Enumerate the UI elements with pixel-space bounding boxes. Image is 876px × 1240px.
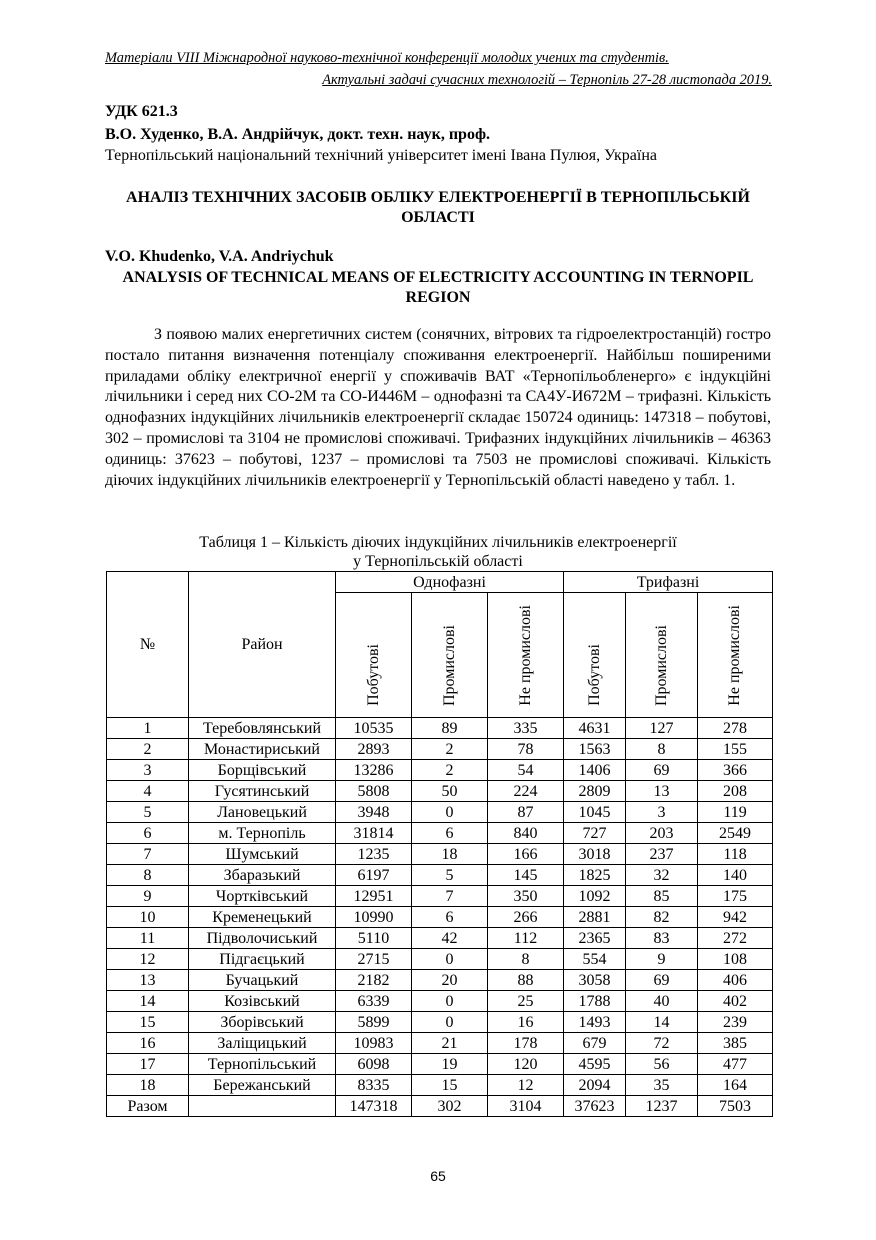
- row-industrial-3-cell: 14: [626, 1012, 698, 1033]
- row-nonindustrial-1-cell: 120: [488, 1054, 564, 1075]
- row-industrial-1-cell: 21: [412, 1033, 488, 1054]
- row-nonindustrial-3-cell: 402: [698, 991, 773, 1012]
- row-industrial-1-cell: 89: [412, 718, 488, 739]
- body-paragraph: З появою малих енергетичних систем (сонячних, вітрових та гідроелектростанцій) гостро постало питання визначення потенціалу споживання електроенергії. Найбільш поширеними приладами обліку електричної енергії у споживачів ВАТ «Тернопільобленерго» є індукційні лічильники і серед них СО-2М та СО-И446М – однофазні та СА4У-И672М – трифазні. Кількість однофазних індукційних лічильників електроенергії складає 150724 одиниць: 147318 – побутові, 302 – промислові та 3104 не промислові споживачі. Трифазних індукційних лічильників – 46363 одиниць: 37623 – побутові, 1237 – промислові та 7503 не промислові споживачі. Кількість діючих індукційних лічильників електроенергії у Тернопільській області наведено у табл. 1.: [105, 326, 771, 489]
- row-nonindustrial-3-cell: 942: [698, 907, 773, 928]
- subheader-industrial-3: Промислові: [626, 593, 698, 718]
- column-header-district: Район: [189, 572, 336, 718]
- row-industrial-3-cell: 69: [626, 970, 698, 991]
- row-nonindustrial-3-cell: 2549: [698, 823, 773, 844]
- row-nonindustrial-3-cell: 155: [698, 739, 773, 760]
- subheader-nonindustrial-1: Не промислові: [488, 593, 564, 718]
- row-household-3-cell: 2809: [564, 781, 626, 802]
- row-nonindustrial-1-cell: 350: [488, 886, 564, 907]
- row-household-3-cell: 2365: [564, 928, 626, 949]
- row-district-cell: Бережанський: [189, 1075, 336, 1096]
- row-number-cell: 8: [107, 865, 189, 886]
- row-district-cell: Чортківський: [189, 886, 336, 907]
- row-district-cell: Збаразький: [189, 865, 336, 886]
- row-industrial-1-cell: 19: [412, 1054, 488, 1075]
- row-district-cell: Підволочиський: [189, 928, 336, 949]
- row-nonindustrial-1-cell: 25: [488, 991, 564, 1012]
- row-industrial-1-cell: 7: [412, 886, 488, 907]
- row-nonindustrial-3-cell: 272: [698, 928, 773, 949]
- row-industrial-1-cell: 50: [412, 781, 488, 802]
- row-nonindustrial-1-cell: 54: [488, 760, 564, 781]
- row-industrial-3-cell: 3: [626, 802, 698, 823]
- table-row: [107, 781, 773, 802]
- row-industrial-1-cell: 0: [412, 991, 488, 1012]
- page-number: 65: [430, 1168, 446, 1184]
- row-number-cell: 9: [107, 886, 189, 907]
- total-district: [189, 1096, 336, 1117]
- running-header-line2: Актуальні задачі сучасних технологій – Тернопіль 27-28 листопада 2019.: [322, 72, 772, 88]
- row-household-1-cell: 2715: [336, 949, 412, 970]
- row-household-3-cell: 2094: [564, 1075, 626, 1096]
- row-number-cell: 16: [107, 1033, 189, 1054]
- row-industrial-3-cell: 56: [626, 1054, 698, 1075]
- row-number-cell: 4: [107, 781, 189, 802]
- row-household-1-cell: 31814: [336, 823, 412, 844]
- row-district-cell: Теребовлянський: [189, 718, 336, 739]
- row-household-3-cell: 679: [564, 1033, 626, 1054]
- row-nonindustrial-3-cell: 175: [698, 886, 773, 907]
- row-number-cell: 18: [107, 1075, 189, 1096]
- row-district-cell: Тернопільський: [189, 1054, 336, 1075]
- row-district-cell: Шумський: [189, 844, 336, 865]
- table-total-row: [107, 1096, 773, 1117]
- row-nonindustrial-3-cell: 108: [698, 949, 773, 970]
- title-ua: АНАЛІЗ ТЕХНІЧНИХ ЗАСОБІВ ОБЛІКУ ЕЛЕКТРОЕНЕРГІЇ В ТЕРНОПІЛЬСЬКІЙ ОБЛАСТІ: [126, 189, 750, 226]
- row-number-cell: 14: [107, 991, 189, 1012]
- row-household-3-cell: 3058: [564, 970, 626, 991]
- row-household-3-cell: 4631: [564, 718, 626, 739]
- authors-en: V.O. Khudenko, V.A. Andriychuk: [105, 248, 334, 265]
- table-row: [107, 928, 773, 949]
- row-nonindustrial-1-cell: 840: [488, 823, 564, 844]
- table-row: [107, 1012, 773, 1033]
- row-nonindustrial-1-cell: 335: [488, 718, 564, 739]
- row-household-1-cell: 10983: [336, 1033, 412, 1054]
- table-row: [107, 823, 773, 844]
- row-nonindustrial-1-cell: 88: [488, 970, 564, 991]
- subheader-nonindustrial-3: Не промислові: [698, 593, 773, 718]
- title-en: ANALYSIS OF TECHNICAL MEANS OF ELECTRICITY ACCOUNTING IN TERNOPIL REGION: [122, 269, 754, 306]
- row-household-3-cell: 1406: [564, 760, 626, 781]
- row-household-1-cell: 5808: [336, 781, 412, 802]
- row-household-3-cell: 1045: [564, 802, 626, 823]
- row-nonindustrial-1-cell: 16: [488, 1012, 564, 1033]
- subheader-household-3: Побутові: [564, 593, 626, 718]
- row-number-cell: 10: [107, 907, 189, 928]
- total-label: Разом: [107, 1096, 189, 1117]
- row-household-1-cell: 10535: [336, 718, 412, 739]
- row-household-1-cell: 5110: [336, 928, 412, 949]
- row-nonindustrial-1-cell: 145: [488, 865, 564, 886]
- table-row: [107, 970, 773, 991]
- row-industrial-3-cell: 203: [626, 823, 698, 844]
- row-number-cell: 6: [107, 823, 189, 844]
- row-number-cell: 12: [107, 949, 189, 970]
- row-industrial-1-cell: 2: [412, 739, 488, 760]
- row-nonindustrial-3-cell: 140: [698, 865, 773, 886]
- row-household-3-cell: 2881: [564, 907, 626, 928]
- row-industrial-1-cell: 6: [412, 823, 488, 844]
- row-district-cell: Гусятинський: [189, 781, 336, 802]
- row-nonindustrial-3-cell: 119: [698, 802, 773, 823]
- subheader-industrial-1: Промислові: [412, 593, 488, 718]
- row-industrial-3-cell: 40: [626, 991, 698, 1012]
- row-industrial-3-cell: 35: [626, 1075, 698, 1096]
- row-industrial-1-cell: 15: [412, 1075, 488, 1096]
- row-industrial-3-cell: 237: [626, 844, 698, 865]
- row-household-3-cell: 4595: [564, 1054, 626, 1075]
- row-nonindustrial-3-cell: 406: [698, 970, 773, 991]
- row-industrial-3-cell: 127: [626, 718, 698, 739]
- row-industrial-1-cell: 5: [412, 865, 488, 886]
- authors-ua: В.О. Худенко, В.А. Андрійчук, докт. техн. наук, проф.: [105, 126, 491, 143]
- row-household-3-cell: 1563: [564, 739, 626, 760]
- row-nonindustrial-1-cell: 112: [488, 928, 564, 949]
- row-household-1-cell: 10990: [336, 907, 412, 928]
- table-row: [107, 1075, 773, 1096]
- row-household-3-cell: 554: [564, 949, 626, 970]
- row-household-1-cell: 6098: [336, 1054, 412, 1075]
- row-nonindustrial-3-cell: 239: [698, 1012, 773, 1033]
- row-district-cell: Лановецький: [189, 802, 336, 823]
- table-row: [107, 739, 773, 760]
- row-household-1-cell: 2893: [336, 739, 412, 760]
- row-nonindustrial-3-cell: 278: [698, 718, 773, 739]
- table-row: [107, 865, 773, 886]
- row-industrial-1-cell: 2: [412, 760, 488, 781]
- table-row: [107, 844, 773, 865]
- row-number-cell: 1: [107, 718, 189, 739]
- row-industrial-3-cell: 83: [626, 928, 698, 949]
- meters-table: [106, 571, 773, 1117]
- row-industrial-3-cell: 8: [626, 739, 698, 760]
- table-caption-line2: у Тернопільській області: [353, 553, 523, 570]
- row-nonindustrial-1-cell: 178: [488, 1033, 564, 1054]
- row-number-cell: 3: [107, 760, 189, 781]
- row-number-cell: 5: [107, 802, 189, 823]
- row-nonindustrial-1-cell: 78: [488, 739, 564, 760]
- row-household-1-cell: 12951: [336, 886, 412, 907]
- row-district-cell: Борщівський: [189, 760, 336, 781]
- row-nonindustrial-3-cell: 164: [698, 1075, 773, 1096]
- row-nonindustrial-3-cell: 477: [698, 1054, 773, 1075]
- row-district-cell: Заліщицький: [189, 1033, 336, 1054]
- row-industrial-1-cell: 0: [412, 1012, 488, 1033]
- row-industrial-3-cell: 9: [626, 949, 698, 970]
- total-cell: 302: [412, 1096, 488, 1117]
- row-household-3-cell: 1788: [564, 991, 626, 1012]
- row-industrial-1-cell: 6: [412, 907, 488, 928]
- row-nonindustrial-1-cell: 266: [488, 907, 564, 928]
- row-nonindustrial-1-cell: 224: [488, 781, 564, 802]
- table-row: [107, 949, 773, 970]
- row-household-3-cell: 1092: [564, 886, 626, 907]
- table-row: [107, 802, 773, 823]
- row-household-1-cell: 6197: [336, 865, 412, 886]
- row-industrial-1-cell: 20: [412, 970, 488, 991]
- row-household-1-cell: 13286: [336, 760, 412, 781]
- row-nonindustrial-1-cell: 87: [488, 802, 564, 823]
- row-number-cell: 15: [107, 1012, 189, 1033]
- row-number-cell: 11: [107, 928, 189, 949]
- table-row: [107, 886, 773, 907]
- row-industrial-1-cell: 0: [412, 949, 488, 970]
- group-header-three-phase: Трифазні: [564, 572, 773, 593]
- total-cell: 1237: [626, 1096, 698, 1117]
- table-row: [107, 991, 773, 1012]
- row-industrial-3-cell: 72: [626, 1033, 698, 1054]
- total-cell: 7503: [698, 1096, 773, 1117]
- affiliation: Тернопільський національний технічний університет імені Івана Пулюя, Україна: [105, 147, 657, 164]
- row-number-cell: 7: [107, 844, 189, 865]
- row-household-1-cell: 2182: [336, 970, 412, 991]
- row-nonindustrial-1-cell: 8: [488, 949, 564, 970]
- row-industrial-1-cell: 42: [412, 928, 488, 949]
- row-nonindustrial-3-cell: 208: [698, 781, 773, 802]
- table-row: [107, 718, 773, 739]
- row-household-3-cell: 727: [564, 823, 626, 844]
- running-header-line1: Матеріали VІІI Міжнародної науково-технічної конференції молодих учених та студентів.: [105, 50, 669, 66]
- row-number-cell: 13: [107, 970, 189, 991]
- row-nonindustrial-1-cell: 166: [488, 844, 564, 865]
- group-header-single-phase: Однофазні: [336, 572, 564, 593]
- table-row: [107, 1054, 773, 1075]
- row-household-1-cell: 1235: [336, 844, 412, 865]
- row-household-1-cell: 5899: [336, 1012, 412, 1033]
- row-nonindustrial-3-cell: 385: [698, 1033, 773, 1054]
- row-industrial-1-cell: 0: [412, 802, 488, 823]
- row-nonindustrial-1-cell: 12: [488, 1075, 564, 1096]
- row-district-cell: м. Тернопіль: [189, 823, 336, 844]
- row-number-cell: 17: [107, 1054, 189, 1075]
- row-household-3-cell: 3018: [564, 844, 626, 865]
- row-district-cell: Зборівський: [189, 1012, 336, 1033]
- row-industrial-3-cell: 85: [626, 886, 698, 907]
- total-cell: 3104: [488, 1096, 564, 1117]
- total-cell: 147318: [336, 1096, 412, 1117]
- table-caption-line1: Таблиця 1 – Кількість діючих індукційних лічильників електроенергії: [199, 534, 677, 551]
- row-district-cell: Бучацький: [189, 970, 336, 991]
- row-district-cell: Монастириський: [189, 739, 336, 760]
- table-row: [107, 1033, 773, 1054]
- column-header-number: №: [107, 572, 189, 718]
- row-nonindustrial-3-cell: 366: [698, 760, 773, 781]
- row-district-cell: Кременецький: [189, 907, 336, 928]
- row-industrial-3-cell: 32: [626, 865, 698, 886]
- row-nonindustrial-3-cell: 118: [698, 844, 773, 865]
- row-district-cell: Підгаєцький: [189, 949, 336, 970]
- row-household-3-cell: 1493: [564, 1012, 626, 1033]
- row-number-cell: 2: [107, 739, 189, 760]
- row-industrial-3-cell: 82: [626, 907, 698, 928]
- row-industrial-1-cell: 18: [412, 844, 488, 865]
- row-household-1-cell: 8335: [336, 1075, 412, 1096]
- subheader-household-1: Побутові: [336, 593, 412, 718]
- udk-code: УДК 621.3: [105, 103, 178, 120]
- total-cell: 37623: [564, 1096, 626, 1117]
- table-row: [107, 907, 773, 928]
- row-household-1-cell: 3948: [336, 802, 412, 823]
- row-industrial-3-cell: 69: [626, 760, 698, 781]
- row-industrial-3-cell: 13: [626, 781, 698, 802]
- row-household-3-cell: 1825: [564, 865, 626, 886]
- table-row: [107, 760, 773, 781]
- row-district-cell: Козівський: [189, 991, 336, 1012]
- row-household-1-cell: 6339: [336, 991, 412, 1012]
